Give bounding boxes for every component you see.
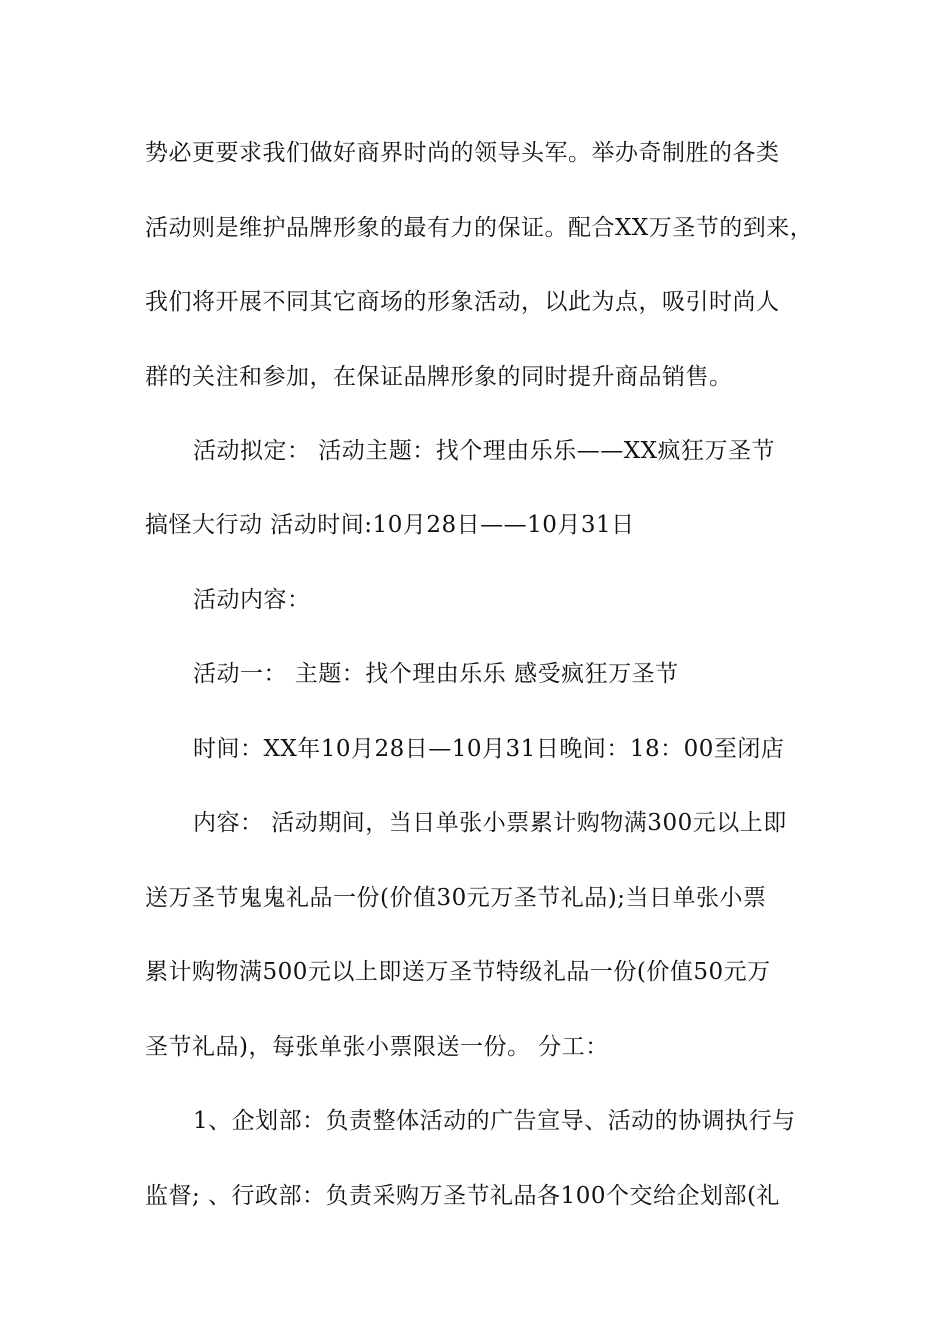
paragraph-line: 群的关注和参加，在保证品牌形象的同时提升商品销售。: [145, 364, 733, 390]
paragraph-line: 活动拟定： 活动主题：找个理由乐乐——XX疯狂万圣节: [193, 438, 776, 464]
paragraph-line: 1、企划部：负责整体活动的广告宣导、活动的协调执行与: [193, 1108, 796, 1134]
paragraph-line: 搞怪大行动 活动时间:10月28日——10月31日: [145, 512, 635, 538]
paragraph-line: 活动则是维护品牌形象的最有力的保证。配合XX万圣节的到来，: [145, 215, 814, 241]
paragraph-line: 活动一： 主题：找个理由乐乐 感受疯狂万圣节: [193, 661, 679, 687]
paragraph-line: 势必更要求我们做好商界时尚的领导头军。举办奇制胜的各类: [145, 140, 780, 166]
paragraph-line: 累计购物满500元以上即送万圣节特级礼品一份(价值50元万: [145, 959, 771, 985]
paragraph-line: 监督; 、行政部：负责采购万圣节礼品各100个交给企划部(礼: [145, 1183, 780, 1209]
paragraph-line: 内容： 活动期间，当日单张小票累计购物满300元以上即: [193, 810, 787, 836]
paragraph-line: 圣节礼品)，每张单张小票限送一份。 分工：: [145, 1034, 609, 1060]
paragraph-line: 时间：XX年10月28日—10月31日晚间：18：00至闭店: [193, 736, 785, 762]
paragraph-line: 我们将开展不同其它商场的形象活动，以此为点，吸引时尚人: [145, 289, 780, 315]
paragraph-line: 活动内容：: [193, 587, 311, 613]
paragraph-line: 送万圣节鬼鬼礼品一份(价值30元万圣节礼品);当日单张小票: [145, 885, 767, 911]
